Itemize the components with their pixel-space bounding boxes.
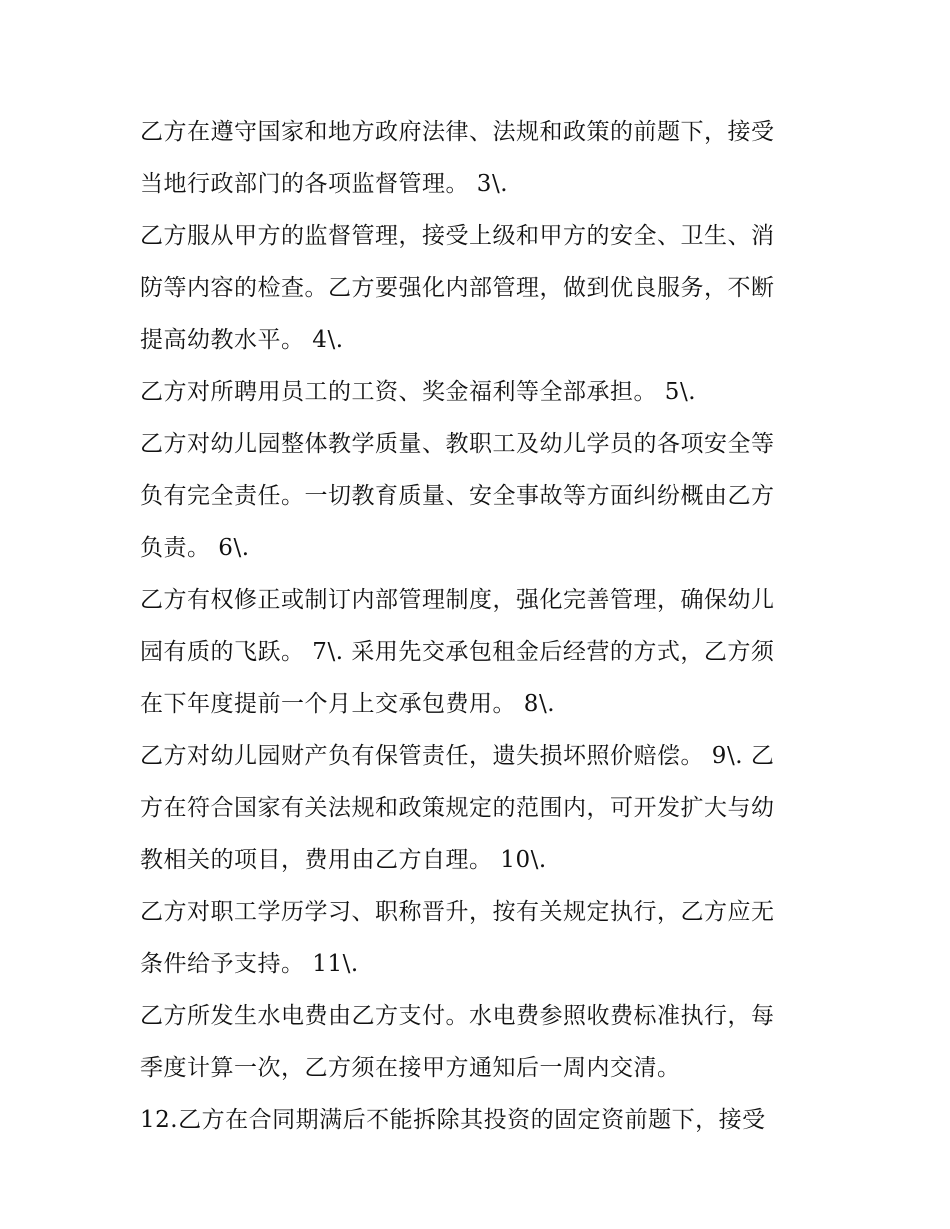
text-line: 当地行政部门的各项监督管理。 3\. — [140, 171, 509, 197]
text-line: 负责。 6\. — [140, 535, 250, 561]
text-line: 园有质的飞跃。 7\. 采用先交承包租金后经营的方式，乙方须 — [140, 639, 775, 665]
text-line: 在下年度提前一个月上交承包费用。 8\. — [140, 691, 556, 717]
text-line: 乙方所发生水电费由乙方支付。水电费参照收费标准执行，每 — [140, 1003, 775, 1029]
document-body — [140, 106, 820, 1146]
text-line: 防等内容的检查。乙方要强化内部管理，做到优良服务，不断 — [140, 275, 775, 301]
text-line: 乙方对幼儿园财产负有保管责任，遗失损坏照价赔偿。 9\. 乙 — [140, 743, 775, 769]
text-line: 乙方对幼儿园整体教学质量、教职工及幼儿学员的各项安全等 — [140, 431, 775, 457]
text-line: 教相关的项目，费用由乙方自理。 10\. — [140, 847, 547, 873]
text-line: 负有完全责任。一切教育质量、安全事故等方面纠纷概由乙方 — [140, 483, 775, 509]
text-line: 乙方对职工学历学习、职称晋升，按有关规定执行，乙方应无 — [140, 899, 775, 925]
text-line: 乙方对所聘用员工的工资、奖金福利等全部承担。 5\. — [140, 379, 697, 405]
text-line: 乙方有权修正或制订内部管理制度，强化完善管理，确保幼儿 — [140, 587, 775, 613]
text-line: 乙方在遵守国家和地方政府法律、法规和政策的前题下，接受 — [140, 119, 775, 145]
text-line: 12.乙方在合同期满后不能拆除其投资的固定资前题下，接受 — [140, 1107, 766, 1133]
text-line: 乙方服从甲方的监督管理，接受上级和甲方的安全、卫生、消 — [140, 223, 775, 249]
text-line: 条件给予支持。 11\. — [140, 951, 359, 977]
text-line: 季度计算一次，乙方须在接甲方通知后一周内交清。 — [140, 1055, 681, 1081]
text-line: 提高幼教水平。 4\. — [140, 327, 344, 353]
text-line: 方在符合国家有关法规和政策规定的范围内，可开发扩大与幼 — [140, 795, 775, 821]
